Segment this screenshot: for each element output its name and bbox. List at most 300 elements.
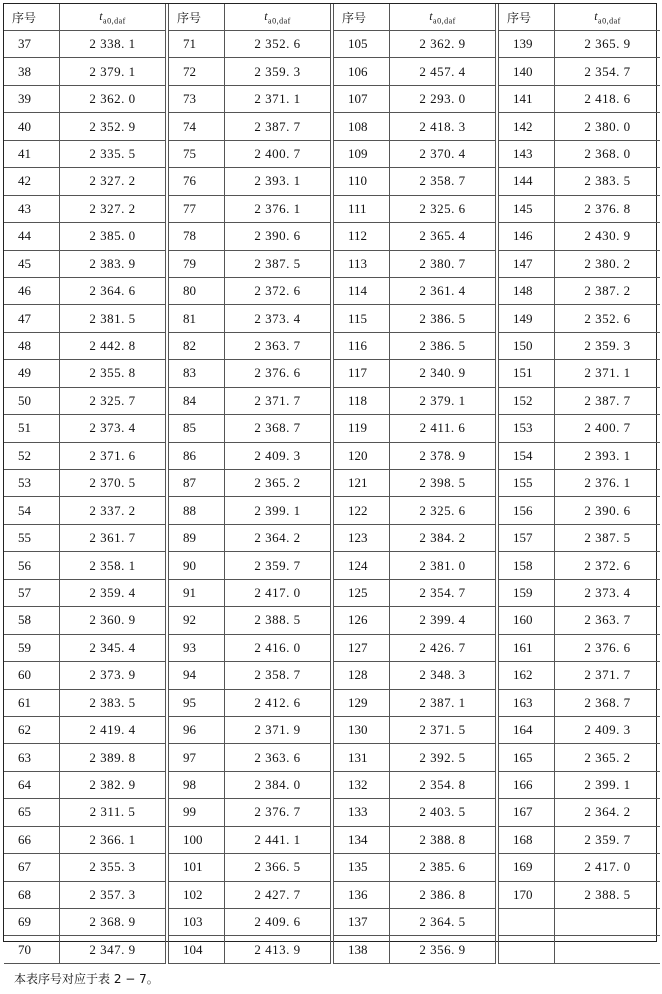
row-value: 2 373. 4	[60, 415, 168, 442]
row-number: 93	[167, 634, 225, 661]
row-value: 2 311. 5	[60, 799, 168, 826]
table-row	[4, 552, 660, 579]
row-value: 2 386. 5	[390, 305, 498, 332]
row-value: 2 365. 2	[225, 470, 333, 497]
row-number: 111	[332, 195, 390, 222]
row-value: 2 361. 7	[60, 524, 168, 551]
row-value: 2 361. 4	[390, 277, 498, 304]
table-row	[4, 305, 660, 332]
table-row	[4, 716, 660, 743]
table-row	[4, 771, 660, 798]
row-value: 2 388. 5	[555, 881, 661, 908]
table-row	[4, 689, 660, 716]
row-value: 2 376. 6	[225, 360, 333, 387]
row-value: 2 365. 4	[390, 223, 498, 250]
row-value: 2 364. 5	[390, 909, 498, 936]
table-row	[4, 470, 660, 497]
table-row	[4, 168, 660, 195]
row-number: 140	[497, 58, 555, 85]
row-value: 2 352. 6	[225, 31, 333, 58]
row-number: 119	[332, 415, 390, 442]
table-row	[4, 579, 660, 606]
row-value: 2 378. 9	[390, 442, 498, 469]
row-number: 132	[332, 771, 390, 798]
row-value: 2 368. 7	[555, 689, 661, 716]
row-number: 127	[332, 634, 390, 661]
row-value: 2 380. 7	[390, 250, 498, 277]
row-value	[555, 909, 661, 936]
row-number: 145	[497, 195, 555, 222]
row-number: 123	[332, 524, 390, 551]
table-row	[4, 113, 660, 140]
row-value: 2 368. 7	[225, 415, 333, 442]
header-num-label: 序号	[497, 4, 555, 31]
row-value: 2 327. 2	[60, 195, 168, 222]
row-number: 136	[332, 881, 390, 908]
header-value-symbol: t	[429, 8, 434, 23]
row-value: 2 365. 2	[555, 744, 661, 771]
row-number: 61	[4, 689, 60, 716]
row-number: 139	[497, 31, 555, 58]
row-value: 2 337. 2	[60, 497, 168, 524]
row-number: 144	[497, 168, 555, 195]
row-number: 54	[4, 497, 60, 524]
row-number: 114	[332, 277, 390, 304]
row-number: 97	[167, 744, 225, 771]
row-number: 65	[4, 799, 60, 826]
table-row	[4, 442, 660, 469]
row-value: 2 358. 7	[225, 662, 333, 689]
row-value: 2 359. 3	[225, 58, 333, 85]
row-value: 2 293. 0	[390, 85, 498, 112]
row-number: 39	[4, 85, 60, 112]
row-value: 2 376. 6	[555, 634, 661, 661]
header-value-label	[390, 4, 498, 31]
row-value: 2 325. 6	[390, 195, 498, 222]
row-number: 131	[332, 744, 390, 771]
row-number: 150	[497, 332, 555, 359]
row-value: 2 399. 1	[555, 771, 661, 798]
header-value-label	[60, 4, 168, 31]
table-row	[4, 223, 660, 250]
row-value: 2 371. 1	[225, 85, 333, 112]
row-value: 2 387. 5	[225, 250, 333, 277]
table-row	[4, 662, 660, 689]
header-num-label: 序号	[4, 4, 60, 31]
table-row	[4, 634, 660, 661]
table-row	[4, 607, 660, 634]
table-row	[4, 524, 660, 551]
row-value: 2 417. 0	[225, 579, 333, 606]
row-number: 157	[497, 524, 555, 551]
row-number: 99	[167, 799, 225, 826]
row-number: 160	[497, 607, 555, 634]
row-value: 2 427. 7	[225, 881, 333, 908]
table-body	[4, 31, 660, 964]
row-number: 95	[167, 689, 225, 716]
row-value: 2 387. 7	[225, 113, 333, 140]
row-number: 71	[167, 31, 225, 58]
row-number: 158	[497, 552, 555, 579]
row-number	[497, 909, 555, 936]
row-number: 161	[497, 634, 555, 661]
row-value: 2 411. 6	[390, 415, 498, 442]
row-number: 129	[332, 689, 390, 716]
row-number: 153	[497, 415, 555, 442]
header-value-subscript: a0,daf	[433, 16, 456, 26]
row-number: 102	[167, 881, 225, 908]
row-value: 2 354. 7	[555, 58, 661, 85]
row-number: 84	[167, 387, 225, 414]
row-value: 2 381. 5	[60, 305, 168, 332]
row-number: 103	[167, 909, 225, 936]
row-value: 2 381. 0	[390, 552, 498, 579]
row-number: 170	[497, 881, 555, 908]
row-value: 2 388. 5	[225, 607, 333, 634]
row-value: 2 386. 8	[390, 881, 498, 908]
row-number: 124	[332, 552, 390, 579]
row-number: 151	[497, 360, 555, 387]
row-value: 2 393. 1	[225, 168, 333, 195]
row-number: 66	[4, 826, 60, 853]
table-row	[4, 387, 660, 414]
row-value: 2 359. 7	[555, 826, 661, 853]
table-row	[4, 909, 660, 936]
row-number: 94	[167, 662, 225, 689]
row-number: 105	[332, 31, 390, 58]
row-value: 2 372. 6	[555, 552, 661, 579]
row-number: 168	[497, 826, 555, 853]
row-value: 2 363. 6	[225, 744, 333, 771]
row-number: 112	[332, 223, 390, 250]
row-number: 85	[167, 415, 225, 442]
row-number: 138	[332, 936, 390, 963]
row-value: 2 371. 9	[225, 716, 333, 743]
row-number: 67	[4, 854, 60, 881]
row-number: 155	[497, 470, 555, 497]
row-value: 2 387. 5	[555, 524, 661, 551]
header-value-subscript: a0,daf	[268, 16, 291, 26]
row-number: 52	[4, 442, 60, 469]
row-value: 2 385. 0	[60, 223, 168, 250]
row-value: 2 384. 2	[390, 524, 498, 551]
row-value: 2 379. 1	[60, 58, 168, 85]
table-row	[4, 58, 660, 85]
data-table	[3, 3, 657, 987]
row-number: 159	[497, 579, 555, 606]
row-number: 156	[497, 497, 555, 524]
row-value: 2 418. 6	[555, 85, 661, 112]
row-value: 2 359. 3	[555, 332, 661, 359]
header-value-subscript: a0,daf	[103, 16, 126, 26]
row-value: 2 371. 5	[390, 716, 498, 743]
row-number: 62	[4, 716, 60, 743]
row-value: 2 373. 9	[60, 662, 168, 689]
header-value-label	[555, 4, 661, 31]
row-number: 148	[497, 277, 555, 304]
row-value: 2 355. 8	[60, 360, 168, 387]
row-number: 89	[167, 524, 225, 551]
row-number: 149	[497, 305, 555, 332]
row-number: 116	[332, 332, 390, 359]
row-number: 137	[332, 909, 390, 936]
row-number: 163	[497, 689, 555, 716]
row-value: 2 370. 4	[390, 140, 498, 167]
row-value: 2 371. 7	[555, 662, 661, 689]
row-value: 2 413. 9	[225, 936, 333, 963]
row-number: 42	[4, 168, 60, 195]
row-number: 91	[167, 579, 225, 606]
header-value-subscript: a0,daf	[598, 16, 621, 26]
row-value: 2 409. 3	[555, 716, 661, 743]
row-value: 2 362. 9	[390, 31, 498, 58]
row-number: 143	[497, 140, 555, 167]
row-value: 2 347. 9	[60, 936, 168, 963]
row-number: 106	[332, 58, 390, 85]
row-number: 154	[497, 442, 555, 469]
row-value: 2 372. 6	[225, 277, 333, 304]
data-grid	[4, 4, 660, 994]
row-value: 2 430. 9	[555, 223, 661, 250]
row-number: 55	[4, 524, 60, 551]
row-number: 86	[167, 442, 225, 469]
row-number: 57	[4, 579, 60, 606]
row-number: 125	[332, 579, 390, 606]
row-value: 2 359. 4	[60, 579, 168, 606]
row-value: 2 380. 0	[555, 113, 661, 140]
row-number: 40	[4, 113, 60, 140]
row-value: 2 368. 9	[60, 909, 168, 936]
row-number: 48	[4, 332, 60, 359]
row-value	[555, 936, 661, 963]
row-value: 2 392. 5	[390, 744, 498, 771]
row-number: 167	[497, 799, 555, 826]
row-number: 113	[332, 250, 390, 277]
row-value: 2 371. 6	[60, 442, 168, 469]
row-number	[497, 936, 555, 963]
row-value: 2 419. 4	[60, 716, 168, 743]
header-value-symbol: t	[594, 8, 599, 23]
row-value: 2 387. 1	[390, 689, 498, 716]
row-value: 2 400. 7	[555, 415, 661, 442]
row-value: 2 412. 6	[225, 689, 333, 716]
row-value: 2 358. 7	[390, 168, 498, 195]
row-number: 53	[4, 470, 60, 497]
row-value: 2 352. 6	[555, 305, 661, 332]
row-number: 118	[332, 387, 390, 414]
table-row	[4, 85, 660, 112]
row-number: 81	[167, 305, 225, 332]
row-value: 2 360. 9	[60, 607, 168, 634]
row-value: 2 368. 0	[555, 140, 661, 167]
row-value: 2 383. 9	[60, 250, 168, 277]
row-number: 49	[4, 360, 60, 387]
row-number: 104	[167, 936, 225, 963]
row-number: 80	[167, 277, 225, 304]
row-number: 88	[167, 497, 225, 524]
row-number: 147	[497, 250, 555, 277]
row-value: 2 355. 3	[60, 854, 168, 881]
row-value: 2 364. 2	[555, 799, 661, 826]
row-value: 2 376. 1	[555, 470, 661, 497]
row-number: 169	[497, 854, 555, 881]
row-value: 2 371. 7	[225, 387, 333, 414]
row-number: 82	[167, 332, 225, 359]
row-number: 164	[497, 716, 555, 743]
row-value: 2 426. 7	[390, 634, 498, 661]
row-value: 2 389. 8	[60, 744, 168, 771]
row-value: 2 370. 5	[60, 470, 168, 497]
row-number: 108	[332, 113, 390, 140]
row-number: 115	[332, 305, 390, 332]
row-number: 166	[497, 771, 555, 798]
row-number: 78	[167, 223, 225, 250]
row-number: 128	[332, 662, 390, 689]
row-number: 47	[4, 305, 60, 332]
row-value: 2 358. 1	[60, 552, 168, 579]
table-row	[4, 195, 660, 222]
row-value: 2 379. 1	[390, 387, 498, 414]
table-row	[4, 744, 660, 771]
row-number: 87	[167, 470, 225, 497]
row-number: 56	[4, 552, 60, 579]
header-num-label: 序号	[167, 4, 225, 31]
header-row	[4, 4, 660, 31]
row-value: 2 385. 6	[390, 854, 498, 881]
row-value: 2 376. 8	[555, 195, 661, 222]
row-value: 2 398. 5	[390, 470, 498, 497]
table-row	[4, 854, 660, 881]
row-number: 43	[4, 195, 60, 222]
row-number: 100	[167, 826, 225, 853]
row-number: 46	[4, 277, 60, 304]
row-number: 92	[167, 607, 225, 634]
row-value: 2 390. 6	[225, 223, 333, 250]
row-number: 74	[167, 113, 225, 140]
row-value: 2 357. 3	[60, 881, 168, 908]
row-value: 2 325. 6	[390, 497, 498, 524]
row-number: 117	[332, 360, 390, 387]
row-number: 59	[4, 634, 60, 661]
row-number: 107	[332, 85, 390, 112]
table-row	[4, 415, 660, 442]
row-value: 2 354. 8	[390, 771, 498, 798]
header-value-label	[225, 4, 333, 31]
row-value: 2 399. 1	[225, 497, 333, 524]
row-value: 2 416. 0	[225, 634, 333, 661]
row-number: 70	[4, 936, 60, 963]
row-value: 2 340. 9	[390, 360, 498, 387]
row-value: 2 409. 6	[225, 909, 333, 936]
row-number: 72	[167, 58, 225, 85]
row-number: 64	[4, 771, 60, 798]
row-value: 2 325. 7	[60, 387, 168, 414]
table-row	[4, 250, 660, 277]
row-number: 37	[4, 31, 60, 58]
row-value: 2 457. 4	[390, 58, 498, 85]
row-value: 2 387. 2	[555, 277, 661, 304]
row-value: 2 399. 4	[390, 607, 498, 634]
row-number: 134	[332, 826, 390, 853]
row-number: 75	[167, 140, 225, 167]
row-number: 141	[497, 85, 555, 112]
row-value: 2 363. 7	[225, 332, 333, 359]
row-number: 77	[167, 195, 225, 222]
row-number: 133	[332, 799, 390, 826]
row-value: 2 345. 4	[60, 634, 168, 661]
row-value: 2 359. 7	[225, 552, 333, 579]
row-number: 79	[167, 250, 225, 277]
table-row	[4, 277, 660, 304]
row-number: 60	[4, 662, 60, 689]
row-value: 2 338. 1	[60, 31, 168, 58]
row-value: 2 403. 5	[390, 799, 498, 826]
table-row	[4, 799, 660, 826]
table-row	[4, 332, 660, 359]
row-value: 2 362. 0	[60, 85, 168, 112]
row-number: 146	[497, 223, 555, 250]
row-number: 126	[332, 607, 390, 634]
row-number: 63	[4, 744, 60, 771]
row-number: 110	[332, 168, 390, 195]
row-number: 73	[167, 85, 225, 112]
row-number: 69	[4, 909, 60, 936]
row-value: 2 352. 9	[60, 113, 168, 140]
row-number: 130	[332, 716, 390, 743]
row-value: 2 356. 9	[390, 936, 498, 963]
row-value: 2 373. 4	[225, 305, 333, 332]
row-number: 142	[497, 113, 555, 140]
table-row	[4, 31, 660, 58]
row-number: 96	[167, 716, 225, 743]
table-row	[4, 140, 660, 167]
table-row	[4, 936, 660, 963]
row-value: 2 409. 3	[225, 442, 333, 469]
row-number: 83	[167, 360, 225, 387]
row-number: 120	[332, 442, 390, 469]
row-number: 165	[497, 744, 555, 771]
row-number: 122	[332, 497, 390, 524]
row-value: 2 380. 2	[555, 250, 661, 277]
table-row	[4, 360, 660, 387]
row-value: 2 390. 6	[555, 497, 661, 524]
row-value: 2 376. 7	[225, 799, 333, 826]
row-number: 90	[167, 552, 225, 579]
row-value: 2 364. 2	[225, 524, 333, 551]
row-value: 2 364. 6	[60, 277, 168, 304]
row-number: 58	[4, 607, 60, 634]
row-number: 76	[167, 168, 225, 195]
row-value: 2 384. 0	[225, 771, 333, 798]
row-number: 101	[167, 854, 225, 881]
row-number: 109	[332, 140, 390, 167]
row-value: 2 348. 3	[390, 662, 498, 689]
row-value: 2 335. 5	[60, 140, 168, 167]
row-value: 2 400. 7	[225, 140, 333, 167]
row-value: 2 366. 5	[225, 854, 333, 881]
row-value: 2 365. 9	[555, 31, 661, 58]
row-value: 2 387. 7	[555, 387, 661, 414]
row-value: 2 388. 8	[390, 826, 498, 853]
header-value-symbol: t	[99, 8, 104, 23]
row-number: 38	[4, 58, 60, 85]
table-row	[4, 881, 660, 908]
row-value: 2 442. 8	[60, 332, 168, 359]
row-value: 2 327. 2	[60, 168, 168, 195]
row-number: 50	[4, 387, 60, 414]
row-number: 152	[497, 387, 555, 414]
row-value: 2 376. 1	[225, 195, 333, 222]
